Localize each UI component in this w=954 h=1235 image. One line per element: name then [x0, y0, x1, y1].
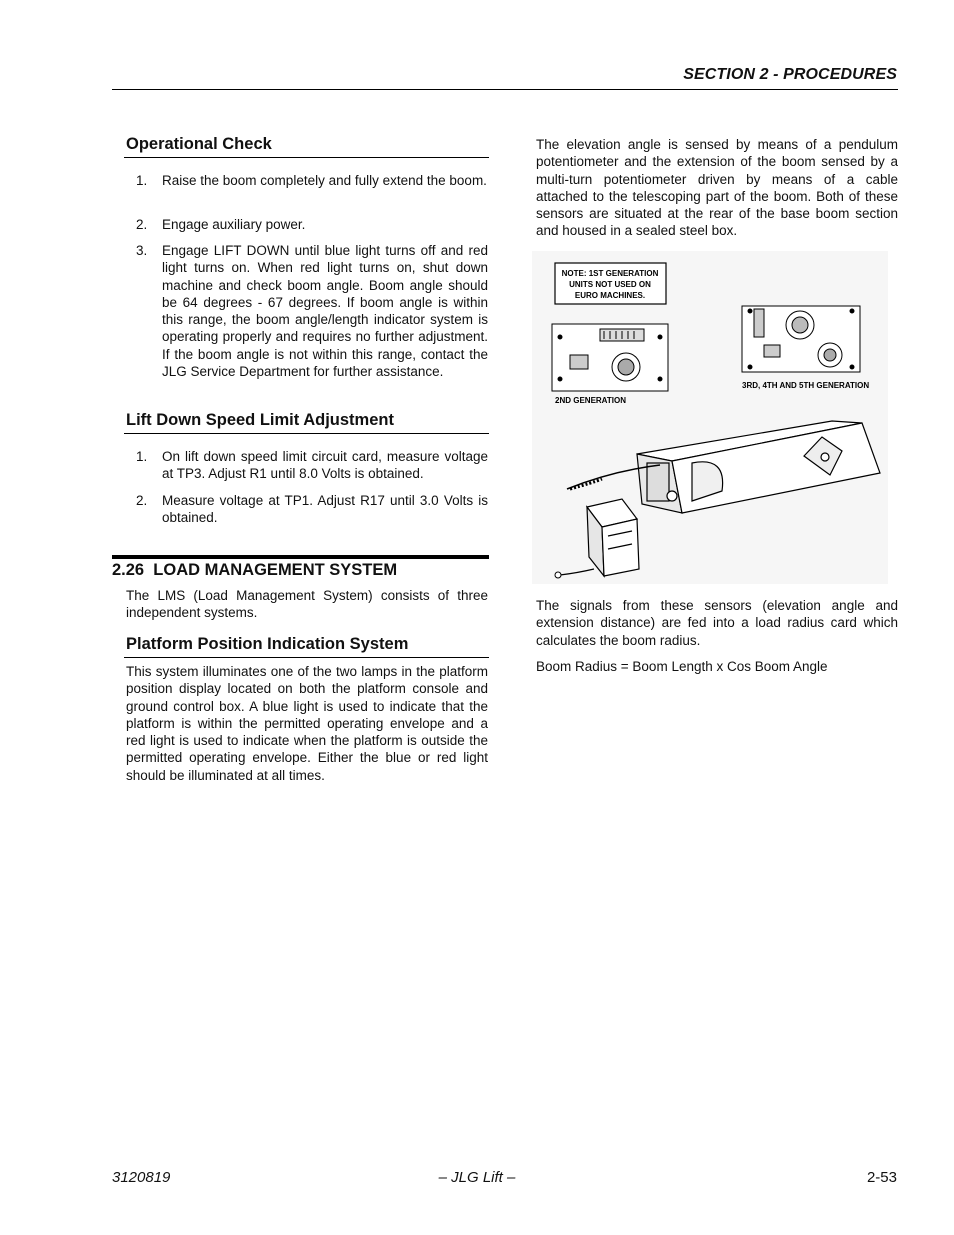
list-text: Measure voltage at TP1. Adjust R17 until 3.0 Volts is obtained.	[162, 493, 488, 526]
footer-brand: – JLG Lift –	[438, 1169, 516, 1186]
list-text: Raise the boom completely and fully extend the boom.	[162, 173, 487, 188]
section-bar	[112, 555, 489, 559]
boom-radius-formula: Boom Radius = Boom Length x Cos Boom Angle	[536, 659, 828, 674]
sensor-illustration	[532, 251, 888, 584]
section-title: 2.26 LOAD MANAGEMENT SYSTEM	[112, 561, 398, 579]
footer-doc-number: 3120819	[112, 1169, 171, 1186]
signals-paragraph: The signals from these sensors (elevation angle and extension distance) are fed into a load radius card which calculates the boom radius.	[536, 598, 898, 648]
note-line-1: NOTE: 1ST GENERATION	[561, 269, 659, 278]
third-gen-sensor-box	[742, 306, 860, 372]
header-rule	[112, 89, 898, 90]
ground-terminal	[555, 572, 561, 578]
heading-rule	[124, 433, 489, 434]
sealed-sensor-housing	[587, 499, 639, 576]
list-text: Engage LIFT DOWN until blue light turns off and red light turns on. When red light turns on, shut down machine and check boom angle. Boom angle should be 64 degrees - 67 degrees. If boom angle is within this range, the boom angle/length indicator system is operating properly and requires no further adjustment. If the boom angle is not within this range, contact the JLG Service Department for further assistance.	[162, 243, 488, 380]
list-number: 3.	[136, 243, 148, 258]
note-line-2: UNITS NOT USED ON	[569, 280, 651, 289]
sensor-paragraph: The elevation angle is sensed by means of a pendulum potentiometer and the extension of the boom sensed by a multi-turn potentiometer driven by means of a cable attached to the telescoping part of the boom. Both of these sensors are situated at the rear of the base boom section and housed in a sealed steel box.	[536, 137, 898, 239]
heading-platform-position: Platform Position Indication System	[126, 635, 409, 653]
list-number: 1.	[136, 449, 148, 464]
list-number: 1.	[136, 173, 148, 188]
heading-operational-check: Operational Check	[126, 135, 272, 153]
footer-page-number: 2-53	[866, 1169, 897, 1186]
heading-rule	[124, 157, 489, 158]
platform-position-text: This system illuminates one of the two lamps in the platform position display located on both the platform console and ground control box. A blue light is used to indicate that the platform is within the permitted operating envelope and a red light is used to indicate when the platform is outside the permitted operating envelope. Either the blue or red light should be illuminated at all times.	[126, 664, 488, 783]
label-3rd-4th-5th-generation: 3RD, 4TH AND 5TH GENERATION	[742, 381, 870, 390]
list-text: On lift down speed limit circuit card, measure voltage at TP3. Adjust R1 until 8.0 Volts is obtained.	[162, 449, 488, 482]
second-gen-sensor-box	[552, 324, 668, 391]
list-text: Engage auxiliary power.	[162, 217, 306, 232]
note-box	[555, 263, 666, 304]
heading-lift-down: Lift Down Speed Limit Adjustment	[126, 411, 394, 429]
note-line-3: EURO MACHINES.	[574, 291, 646, 300]
lms-intro: The LMS (Load Management System) consists of three independent systems.	[126, 588, 488, 621]
list-number: 2.	[136, 217, 148, 232]
section-header: SECTION 2 - PROCEDURES	[683, 66, 897, 83]
list-number: 2.	[136, 493, 148, 508]
heading-rule	[124, 657, 489, 658]
label-2nd-generation: 2ND GENERATION	[555, 396, 626, 405]
lms-sensor-figure	[532, 251, 888, 584]
